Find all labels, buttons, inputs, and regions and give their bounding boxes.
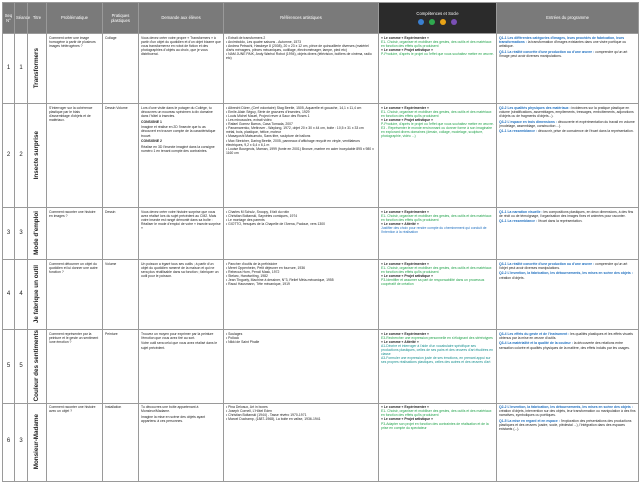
reference-line: • Masayoshi Matsumoto, Sans titre, sculpture de ballons <box>226 134 311 139</box>
reference-line: • Le montage des parents <box>226 217 265 222</box>
col-header-pratiques: Pratiques plastiques <box>103 3 139 34</box>
competence-line: P3-Identifier et assumer sa part de responsabilité dans un processus coopératif de création <box>381 278 485 287</box>
entree-line <box>499 419 636 431</box>
seq-number: 1 <box>3 34 15 104</box>
references-cell <box>224 330 379 404</box>
competence-line: E1- Choisir, organiser et mobiliser des gestes, des outils et des matériaux en fonction des effets qu'ils produisent <box>381 109 492 118</box>
competences-cell <box>379 34 497 104</box>
table-body <box>3 34 639 482</box>
entree-line <box>499 341 636 349</box>
reference-line: • Marcel Duchamp, (1887-1968), La boite en valise, 1936-1941 <box>226 417 321 422</box>
seance-number: 3 <box>15 403 28 481</box>
problematique: Comment détourner un objet du quotidien et lui donner une autre fonction ? <box>47 260 103 330</box>
competence-line: Justifier des choix pour rendre compte du cheminement qui conduit de l'intention à la réalisation <box>381 226 487 235</box>
demande-cell <box>139 330 224 404</box>
entree-heading: Q1-1 La narration visuelle : <box>499 209 543 214</box>
reference-line: • Andrea Petrachi, Hawkeye 8 (2008), 20 x 23 x 12 cm, pièce de quincaillerie diverses (matériel d'arts ménagers, pièces mécaniques, outillage, électroménager, lampe, pied etc) <box>226 43 369 52</box>
entree-heading: Q1-1 Les différentes catégories d'images, leurs procédés de fabrication, leurs transformations : <box>499 35 625 44</box>
entrees-cell <box>497 104 639 208</box>
entree-body: incidences sur la pratique plastique en volume (stratifications, assemblages, empilements, tressages, emboîtements, adjonctions d'objets ou de fragments d'objets...). <box>499 105 634 118</box>
col-header-competences <box>379 3 497 34</box>
entree-heading: Q3-4 La matérialité et la qualité de la couleur : <box>499 341 573 346</box>
reference-line: • Les minuscules, extrait vidéo <box>226 117 272 122</box>
row-title: Monsieur-Madame <box>33 413 41 470</box>
competence-line: « Le comme « Expérimenter » <box>381 35 429 40</box>
competence-line: « Le comme « Altérité » <box>381 221 419 226</box>
demande-line: Vous devez créer votre propre « Transformers » à partir d'un objet du quotidien et d'un objet bizarre que vous transformerez en robot de fiction et des photographies d'objets au choix, que je vous distribuerai. <box>141 35 221 57</box>
pratiques: Dessin Volume <box>103 104 139 208</box>
reference-line: • Extrait de transformers 2 <box>226 35 266 40</box>
competence-line: « Le comme « Projet artistique » <box>381 117 434 122</box>
entree-heading: Q3-4 Les effets du geste et de l'instrument : <box>499 331 570 336</box>
entree-body: les qualités plastiques et les effets visuels obtenus par la mise en œuvre d'outils. <box>499 331 633 340</box>
entree-body: les compositions plastiques, en deux dimensions, à des fins de récit ou de témoignage, l'organisation des images fixes et animées pour raconter. <box>499 209 634 218</box>
references-cell <box>224 403 379 481</box>
reference-line: métal, bois, plastique, hélice, moteur <box>226 130 282 135</box>
demande-cell <box>139 260 224 330</box>
references-cell <box>224 208 379 260</box>
row-title-cell <box>28 330 47 404</box>
demande-line: Imagine la mise en scène des objets ayant appartenu à ces personnes. <box>141 414 206 424</box>
reference-line: • NAM JUNE PAIK, Andy Warhol Robot (1994), objets divers (télévision, boîtiers de cinéma, radio etc) <box>226 52 372 61</box>
entree-body: la transformation d'images existantes dans une visée poétique ou artistique. <box>499 39 627 48</box>
col-header-seance: Séance <box>15 3 28 34</box>
seance-number: 4 <box>15 260 28 330</box>
competences-cell <box>379 403 497 481</box>
pratiques: Dessin <box>103 208 139 260</box>
entree-body: création d'objets. <box>499 275 525 280</box>
pratiques: Volume <box>103 260 139 330</box>
references-cell <box>224 104 379 208</box>
table-row <box>3 34 639 104</box>
row-title: Mode d'emploi <box>33 211 41 255</box>
demande-line: Votre outil sera celui que vous avez réalisé dans le sujet précédent. <box>141 341 218 350</box>
table-row <box>3 403 639 481</box>
reference-line: • Rafael Gomez Barros, Casa Tomada, 2007 <box>226 122 293 127</box>
problematique: Comment raconter une histoire avec un objet ? <box>47 403 103 481</box>
table-row <box>3 104 639 208</box>
row-title-cell <box>28 104 47 208</box>
seq-number: 3 <box>3 208 15 260</box>
seq-number: 5 <box>3 330 15 404</box>
entree-line <box>499 219 636 223</box>
row-title-cell <box>28 403 47 481</box>
seq-number: 6 <box>3 403 15 481</box>
competence-line: E1- Choisir, organiser et mobiliser des gestes, des outils et des matériaux en fonction des effets qu'ils produisent <box>381 213 492 222</box>
reference-line: • Panamarenko, Meltrover - Waylong, 1972, objet 20 x 30 x 44 cm, boite : 10,5 x 31 x 33 cm <box>226 126 364 131</box>
entree-line <box>499 106 636 118</box>
problematique: Comment créer une image homogène à partir de plusieurs images hétérogènes ? <box>47 34 103 104</box>
entree-line <box>499 50 636 58</box>
row-title: Transformers <box>33 47 41 89</box>
competence-line: P-Produire, d'après le projet ou l'effet que vous souhaitez mettre en œuvre. <box>381 122 494 127</box>
competence-line: « Le comme « Expérimenter » <box>381 331 429 336</box>
reference-line: • Stelarc, Handwriting, 1982 <box>226 273 268 278</box>
entree-body: découverte et expérimentation du travail en volume (modelage, assemblage, construction ...). <box>499 119 635 128</box>
reference-line: • Charles M Schulz, Snoopy, Il fait du rotin <box>226 209 290 214</box>
competence-line: « Le comme « Projet artistique » <box>381 417 434 422</box>
row-title: Insecte surprise <box>33 130 41 180</box>
reference-line: • Rebecca Horn, Pencil Mask, 1972 <box>226 269 280 274</box>
competence-line: « Le comme « Expérimenter » <box>381 209 429 214</box>
seance-number: 2 <box>15 104 28 208</box>
entree-line <box>499 332 636 340</box>
reference-line: • Pollock <box>226 335 240 340</box>
seq-number: 4 <box>3 260 15 330</box>
problematique: S'interroger sur la cohérence plastique par le biais d'assemblage d'objets et de matériaux. <box>47 104 103 208</box>
entree-line <box>499 210 636 218</box>
entree-heading: Q1-1 La ressemblance : <box>499 129 538 134</box>
competences-cell <box>379 104 497 208</box>
competence-line: « Le comme « Altérité » <box>381 339 419 344</box>
demande-line: Un poisson a égaré tous ses outils ; à partir d'un objet du quotidien ramené de la maison et qui ne sera plus réutilisable dans sa fonction ; fabriquer un outil pour le poisson. <box>141 261 219 278</box>
reference-line: • Emile-Alain Séguy, Série de gravures d'insectes, 1929 <box>226 109 310 114</box>
competence-line: « Le comme « Projet artistique » <box>381 47 434 52</box>
seance-number: 3 <box>15 208 28 260</box>
competence-line: « Le comme « Expérimenter » <box>381 261 429 266</box>
competence-line: « Le comme « Expérimenter » <box>381 105 429 110</box>
reference-line: • Arcimboldo, Les quatre saisons - Automne, 1573 <box>226 39 302 44</box>
entree-line <box>499 405 636 417</box>
pratiques: Installation <box>103 403 139 481</box>
demande-line: Imagine et réalise en 2D l'insecte que tu as découvert en trouver compte de la caractéristique trouvé. <box>141 125 216 138</box>
table-row <box>3 208 639 260</box>
demande-line: Tu découvres une boîte appartenant à Monsieur/Madame. <box>141 405 199 414</box>
demande-cell <box>139 104 224 208</box>
entree-body: création d'objets, intervention sur des objets, leur transformation ou manipulation à des fins narratives, symboliques ou poétiques. <box>499 409 636 418</box>
reference-line: • Nikki de Saint Phalle <box>226 339 260 344</box>
competence-line: E3-Rechercher une expression personnelle en s'éloignant des stéréotypes <box>381 335 493 340</box>
competence-dot-icon <box>418 19 424 25</box>
demande-line: Trouvez un moyen pour exprimer par la peinture l'émotion que vous avez tiré au sort. <box>141 331 214 340</box>
seance-number: 1 <box>15 34 28 104</box>
demande-line: Réalise en 3D l'insecte imaginé dans la consigne numéro 1 en tenant compte des contraintes. <box>141 145 215 154</box>
competence-dot-icon <box>451 19 457 25</box>
entree-line <box>499 36 636 48</box>
reference-line: • Jean Tinguely, Machine à dessiner, N°3, Relief Méta-mécanique, 1955 <box>226 278 334 283</box>
competence-icons <box>380 19 495 25</box>
entree-heading: Q3-1 La réalité concrète d'une production ou d'une œuvre : <box>499 49 595 54</box>
row-title-cell <box>28 208 47 260</box>
entree-body: comprendre qu'un art l'objet peut avoir diverses manipulations. <box>499 261 628 270</box>
competence-line: A3-Formuler une expression juste de ses émotions, en prenant appui sur ses propres réalisations plastiques, celles des autres et des œuvres d'art <box>381 356 491 365</box>
col-header-entrees: Entrées du programme <box>497 3 639 34</box>
entree-heading: Q1-5 La mise en regard et en espace : <box>499 419 560 424</box>
col-header-competences-label: Compétences et Socle <box>416 11 459 17</box>
col-header-titre: Titre <box>28 3 47 34</box>
reference-line: • Raoul Hausmann, Tête mécanique, 1919 <box>226 282 290 287</box>
entrees-cell <box>497 208 639 260</box>
competence-line: P-Produire, d'après le projet ou l'effet que vous souhaitez mettre en œuvre. <box>381 52 494 57</box>
reference-line: • Soulages <box>226 331 243 336</box>
competences-cell <box>379 208 497 260</box>
row-title-cell <box>28 34 47 104</box>
entree-heading: Q3-2 L'espace en trois dimensions : <box>499 119 557 124</box>
reference-line: • Joseph Cornell, L'Hôtel Eden <box>226 409 272 414</box>
entree-line <box>499 262 636 270</box>
competence-line: E1- Choisir, organiser et mobiliser des gestes, des outils et des matériaux en fonction des effets qu'ils produisent <box>381 39 492 48</box>
demande-line: CONSIGNE 1 <box>141 119 162 124</box>
entree-body: la découverte des relations entre sensation colorée et qualités physiques de la matière, des effets induits par les usages. <box>499 341 630 350</box>
row-title-cell <box>28 260 47 330</box>
demande-line: Lors d'une visite dans le potager du Collège, tu découvres un nouveau spécimen à dix domaine dans l'hôtel à insectes. <box>141 105 213 118</box>
entree-heading: Q2-2 L'invention, la fabrication, les détournements, les mises en scène des objets : <box>499 405 633 410</box>
col-header-demande: Demande aux élèves <box>139 3 224 34</box>
col-header-problematique: Problématique <box>47 3 103 34</box>
reference-line: • Louis Michel Mauel, Project rever à Sauv des Roses 1 <box>226 113 310 118</box>
entree-line <box>499 120 636 128</box>
entrees-cell <box>497 330 639 404</box>
reference-line: • GIOTTO, fresques de la Chapelle de l'Arena, Padoue, vers 1300 <box>226 221 326 226</box>
reference-line: • Christian Boltanski, Saynètes comiques, 1974 <box>226 213 298 218</box>
demande-cell <box>139 34 224 104</box>
col-header-seq: Seq N° <box>3 3 15 34</box>
entree-heading: Q1-1 La ressemblance : <box>499 219 538 224</box>
entree-body: découvrir, prise de conscience de l'écart dans la représentation. <box>537 129 634 134</box>
entrees-cell <box>497 403 639 481</box>
competence-line: E1- Choisir, organiser et mobiliser des gestes, des outils et des matériaux en fonction des effets qu'ils produisent <box>381 409 492 418</box>
seq-number: 2 <box>3 104 15 208</box>
entree-body: l'écart dans la représentation. <box>537 219 583 224</box>
reference-line: • Christian Boltanski (1944) - Tasse révéro 1970-1971 <box>226 413 307 418</box>
demande-cell <box>139 403 224 481</box>
entree-heading: Q2-2 L'invention, la fabrication, les détournements, les mises en scène des objets : <box>499 271 633 276</box>
entree-line <box>499 271 636 279</box>
demande-line: Vous devez créer votre histoire surprise que vous avez réalisé lors du sujet précédent au CM2. Mais votre insecte est rangé démonté dans sa boîte : Réaliser le mode d'emploi de votre « insecte surprise » <box>141 209 221 231</box>
reference-line: • Max Streicher, Daring Beetle, 2005, panneaux d'affichage recyclé en vinyle, ventilateurs électriques, 9,2 x 6,4 x 6,1 m <box>226 138 360 147</box>
entree-heading: Q3-1 La réalité concrète d'une production ou d'une œuvre : <box>499 261 595 266</box>
row-title: Je fabrique un outil <box>33 264 41 323</box>
table-row <box>3 330 639 404</box>
competence-dot-icon <box>440 19 446 25</box>
pratiques: Collage <box>103 34 139 104</box>
entrees-cell <box>497 260 639 330</box>
competences-cell <box>379 330 497 404</box>
entree-body: comprendre qu'un art l'image peut avoir diverses manipulations. <box>499 49 628 58</box>
seance-number: 5 <box>15 330 28 404</box>
pratiques: Peinture <box>103 330 139 404</box>
reference-line: • Albrecht Dürer, (Cerf volontaire) Stag Beetle, 1505, Aquarelle et gouache, 14,1 x 11,4 cm <box>226 105 362 110</box>
problematique: Comment raconter une histoire en images ? <box>47 208 103 260</box>
competence-line: E3 - Représenter le monde environnant ou donner forme à son imaginaire en explorant divers domaines (dessin, collage, modelage, sculpture, photographie, vidéo ...) <box>381 126 493 139</box>
entree-body: l'exploration des présentations des productions plastiques et des œuvres (cadre, socle, piédestal ...), l'intégration dans des espaces existants (...). <box>499 419 632 432</box>
reference-line: • Louise Bourgeois, Maman, 1999 (fonte en 2001) Bronze, marbre en acier inoxydable 895 x 980 x 1160 cm <box>226 146 374 156</box>
competence-dot-icon <box>429 19 435 25</box>
competence-line: P3-Adapter son projet en fonction des contraintes de réalisation et de la prise en compte du spectateur <box>381 421 489 430</box>
demande-cell <box>139 208 224 260</box>
table-row <box>3 260 639 330</box>
references-cell <box>224 260 379 330</box>
competence-line: « Le comme « Projet artistique » <box>381 273 434 278</box>
entrees-cell <box>497 34 639 104</box>
competence-line: « Le comme « Expérimenter » <box>381 405 429 410</box>
references-cell <box>224 34 379 104</box>
row-title: Couleur des sentiments <box>33 330 41 402</box>
competences-cell <box>379 260 497 330</box>
entree-heading: Q2-2 Les qualités physiques des matériaux : <box>499 105 571 110</box>
problematique: Comment représenter par la peinture et le geste un sentiment /une émotion ? <box>47 330 103 404</box>
competence-line: E1- Choisir, organiser et mobiliser des gestes, des outils et des matériaux en fonction des effets qu'ils produisent <box>381 265 492 274</box>
col-header-references: Références artistiques <box>224 3 379 34</box>
reference-line: • Pancher d'outils de la préhistoire <box>226 261 278 266</box>
reference-line: • Pina Delvaux, Art in boxes <box>226 405 268 410</box>
curriculum-table <box>2 2 639 482</box>
demande-line: CONSIGNE 2 <box>141 139 162 144</box>
header-row <box>3 3 639 34</box>
reference-line: • Meret Oppenheim, Petit déjeuner en fourrure, 1936 <box>226 265 306 270</box>
competence-line: A1-Décrire et interroger à l'aide d'un vocabulaire spécifique ses productions plastiques, celles de ses pairs et des œuvres d'art étudiées en classe <box>381 343 494 357</box>
entree-line <box>499 129 636 133</box>
